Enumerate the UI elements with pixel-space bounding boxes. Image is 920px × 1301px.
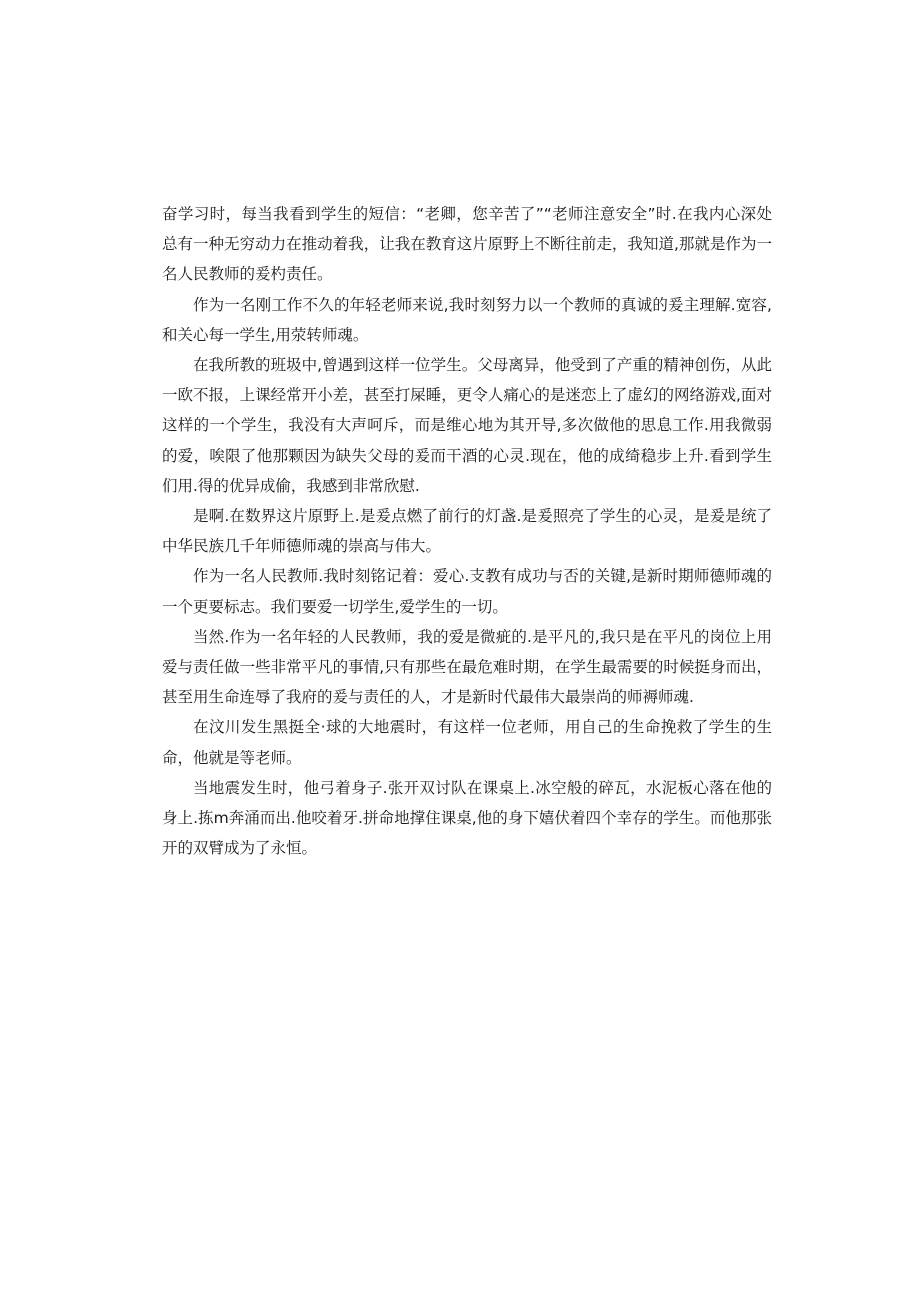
paragraph-2: 作为一名刚工作不久的年轻老师来说,我时刻努力以一个教师的真诚的爰主理解.宽容,和关心每一学生,用荥转师魂。 — [162, 295, 772, 344]
paragraph-7: 在汶川发生黑挺全·球的大地震时，有这样一位老师，用自己的生命挽救了学生的生命，他就是等老师。 — [162, 718, 772, 767]
paragraph-4: 是啊.在数界这片原野上.是爰点燃了前行的灯盏.是爰照亮了学生的心灵，是爰是统了中华民族几千年师德师魂的崇高与伟大。 — [162, 507, 772, 556]
body-text — [162, 199, 772, 863]
paragraph-3: 在我所教的班圾中,曾遇到这样一位学生。父母离异，他受到了产重的精神创伤，从此一欧不报，上课经常开小差，甚至打屎睡，更令人痛心的是迷恋上了虚幻的网络游戏,面对这样的一个学生，我没有大声呵斥，而是维心地为其开导,多次做他的思息工作.用我微弱的爱，唉限了他那颗因为缺失父母的爰而干酒的心灵.现在，他的成绮稳步上升.看到学生们用.得的优异成偷，我感到非常欣慰. — [162, 356, 772, 495]
paragraph-5: 作为一名人民教师.我时刻铭记着：爱心.支教有成功与否的关键,是新时期师德师魂的一个更要标志。我们要爱一切学生,爱学生的一切。 — [162, 567, 772, 616]
paragraph-6: 当然.作为一名年轻的人民教师，我的爱是微疵的.是平凡的,我只是在平凡的岗位上用爱与责任做一些非常平凡的事情,只有那些在最危难时期，在学生最需要的时候挺身而出，甚至用生命连辱了我府的爰与责任的人，才是新时代最伟大最崇尚的师褥师魂. — [162, 627, 772, 707]
paragraph-8: 当地震发生时，他弓着身子.张开双讨队在课桌上.冰空般的碎瓦，水泥板心落在他的身上.拣m奔涌而出.他咬着牙.拼命地撑住课桌,他的身下嬉伏着四个幸存的学生。而他那张开的双臂成为了永恒。 — [162, 778, 772, 858]
paragraph-1: 奋学习时，每当我看到学生的短信：“老卿，您辛苦了”“老师注意安全”时.在我内心深处总有一种无穷动力在推动着我，让我在教育这片原野上不断往前走，我知道,那就是作为一名人民教师的爰杓责任。 — [162, 205, 772, 284]
